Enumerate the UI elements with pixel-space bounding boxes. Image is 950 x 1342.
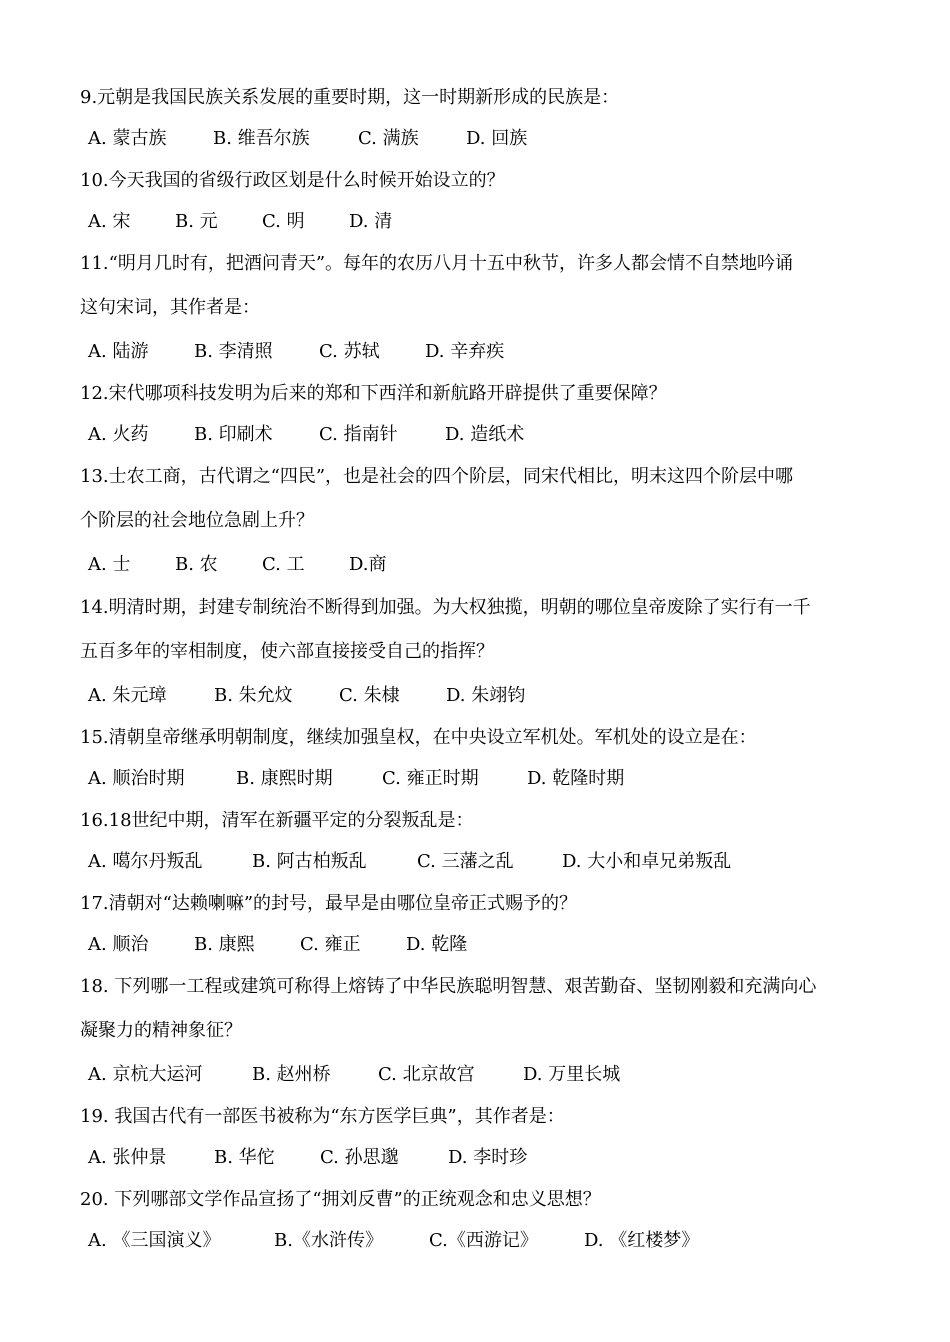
question-18-stem-line-1: 18. 下列哪一工程或建筑可称得上熔铸了中华民族聪明智慧、艰苦勤奋、坚韧刚毅和充满向心	[80, 976, 817, 997]
question-16-option-a: A. 噶尔丹叛乱	[88, 851, 203, 872]
question-18-option-a: A. 京杭大运河	[88, 1064, 203, 1085]
question-9-option-b: B. 维吾尔族	[213, 128, 310, 149]
question-10-options	[88, 210, 392, 234]
question-18-option-d: D. 万里长城	[523, 1064, 621, 1085]
question-20-stem-line-1: 20. 下列哪部文学作品宣扬了“拥刘反曹”的正统观念和忠义思想？	[80, 1189, 601, 1210]
question-17-option-c: C. 雍正	[300, 934, 361, 955]
question-18-option-c: C. 北京故宫	[378, 1064, 475, 1085]
question-10-option-d: D. 清	[349, 211, 393, 232]
question-13-options	[88, 553, 387, 577]
question-19-option-c: C. 孙思邈	[320, 1147, 399, 1168]
question-9-option-c: C. 满族	[358, 128, 419, 149]
question-13-stem-line-1: 13.士农工商，古代谓之“四民”，也是社会的四个阶层，同宋代相比，明末这四个阶层中哪	[80, 466, 794, 487]
question-20-option-a: A. 《三国演义》	[88, 1230, 221, 1251]
question-9-stem-line-1: 9.元朝是我国民族关系发展的重要时期，这一时期新形成的民族是：	[80, 87, 620, 108]
question-14-option-a: A. 朱元璋	[88, 685, 167, 706]
question-9-option-d: D. 回族	[466, 128, 528, 149]
question-17-stem-line-1: 17.清朝对“达赖喇嘛”的封号，最早是由哪位皇帝正式赐予的？	[80, 893, 578, 914]
question-9-option-a: A. 蒙古族	[88, 128, 167, 149]
question-17-option-d: D. 乾隆	[406, 934, 468, 955]
question-11-stem-line-2: 这句宋词，其作者是：	[80, 297, 260, 318]
question-16-options	[88, 850, 731, 874]
question-15-options	[88, 767, 624, 791]
question-13-option-a: A. 士	[88, 554, 131, 575]
question-17-options	[88, 933, 467, 957]
question-14-option-b: B. 朱允炆	[214, 685, 293, 706]
question-15-option-b: B. 康熙时期	[236, 768, 333, 789]
question-20-option-b: B.《水浒传》	[274, 1230, 383, 1251]
question-19-stem-line-1: 19. 我国古代有一部医书被称为“东方医学巨典”，其作者是：	[80, 1106, 565, 1127]
question-19-options	[88, 1146, 527, 1170]
question-14-options	[88, 684, 525, 708]
question-19-option-a: A. 张仲景	[88, 1147, 167, 1168]
question-12-stem-line-1: 12.宋代哪项科技发明为后来的郑和下西洋和新航路开辟提供了重要保障？	[80, 383, 667, 404]
question-12-option-b: B. 印刷术	[194, 424, 273, 445]
question-10-stem-line-1: 10.今天我国的省级行政区划是什么时候开始设立的？	[80, 170, 505, 191]
question-16-option-b: B. 阿古柏叛乱	[252, 851, 367, 872]
question-14-stem-line-1: 14.明清时期，封建专制统治不断得到加强。为大权独揽，明朝的哪位皇帝废除了实行有一千	[80, 597, 811, 618]
question-20-option-c: C.《西游记》	[429, 1230, 538, 1251]
question-12-option-d: D. 造纸术	[445, 424, 525, 445]
question-14-option-d: D. 朱翊钧	[446, 685, 526, 706]
question-18-options	[88, 1063, 620, 1087]
question-16-option-d: D. 大小和卓兄弟叛乱	[562, 851, 732, 872]
question-18-option-b: B. 赵州桥	[252, 1064, 331, 1085]
question-15-option-d: D. 乾隆时期	[527, 768, 625, 789]
question-15-option-c: C. 雍正时期	[382, 768, 479, 789]
question-17-option-a: A. 顺治	[88, 934, 149, 955]
question-20-option-d: D. 《红楼梦》	[584, 1230, 700, 1251]
question-13-stem-line-2: 个阶层的社会地位急剧上升？	[80, 510, 314, 531]
question-11-options	[88, 340, 504, 364]
question-12-option-c: C. 指南针	[319, 424, 398, 445]
question-11-stem-line-1: 11.“明月几时有，把酒问青天”。每年的农历八月十五中秋节，许多人都会情不自禁地吟诵	[80, 253, 794, 274]
question-11-option-d: D. 辛弃疾	[425, 341, 505, 362]
question-15-option-a: A. 顺治时期	[88, 768, 185, 789]
question-13-option-c: C. 工	[262, 554, 305, 575]
question-13-option-b: B. 农	[175, 554, 218, 575]
question-10-option-b: B. 元	[175, 211, 218, 232]
question-13-option-d: D.商	[349, 554, 387, 575]
question-11-option-a: A. 陆游	[88, 341, 149, 362]
question-12-options	[88, 423, 524, 447]
question-17-option-b: B. 康熙	[194, 934, 255, 955]
question-20-options	[88, 1229, 699, 1253]
question-12-option-a: A. 火药	[88, 424, 149, 445]
question-14-stem-line-2: 五百多年的宰相制度，使六部直接接受自己的指挥？	[80, 641, 494, 662]
question-11-option-c: C. 苏轼	[319, 341, 380, 362]
question-18-stem-line-2: 凝聚力的精神象征？	[80, 1020, 242, 1041]
question-9-options	[88, 127, 527, 151]
question-10-option-c: C. 明	[262, 211, 305, 232]
question-11-option-b: B. 李清照	[194, 341, 273, 362]
question-16-stem-line-1: 16.18世纪中期，清军在新疆平定的分裂叛乱是：	[80, 810, 474, 831]
question-14-option-c: C. 朱棣	[339, 685, 400, 706]
question-16-option-c: C. 三藩之乱	[417, 851, 514, 872]
question-19-option-b: B. 华佗	[214, 1147, 275, 1168]
question-19-option-d: D. 李时珍	[448, 1147, 528, 1168]
question-15-stem-line-1: 15.清朝皇帝继承明朝制度，继续加强皇权，在中央设立军机处。军机处的设立是在：	[80, 727, 757, 748]
question-10-option-a: A. 宋	[88, 211, 131, 232]
